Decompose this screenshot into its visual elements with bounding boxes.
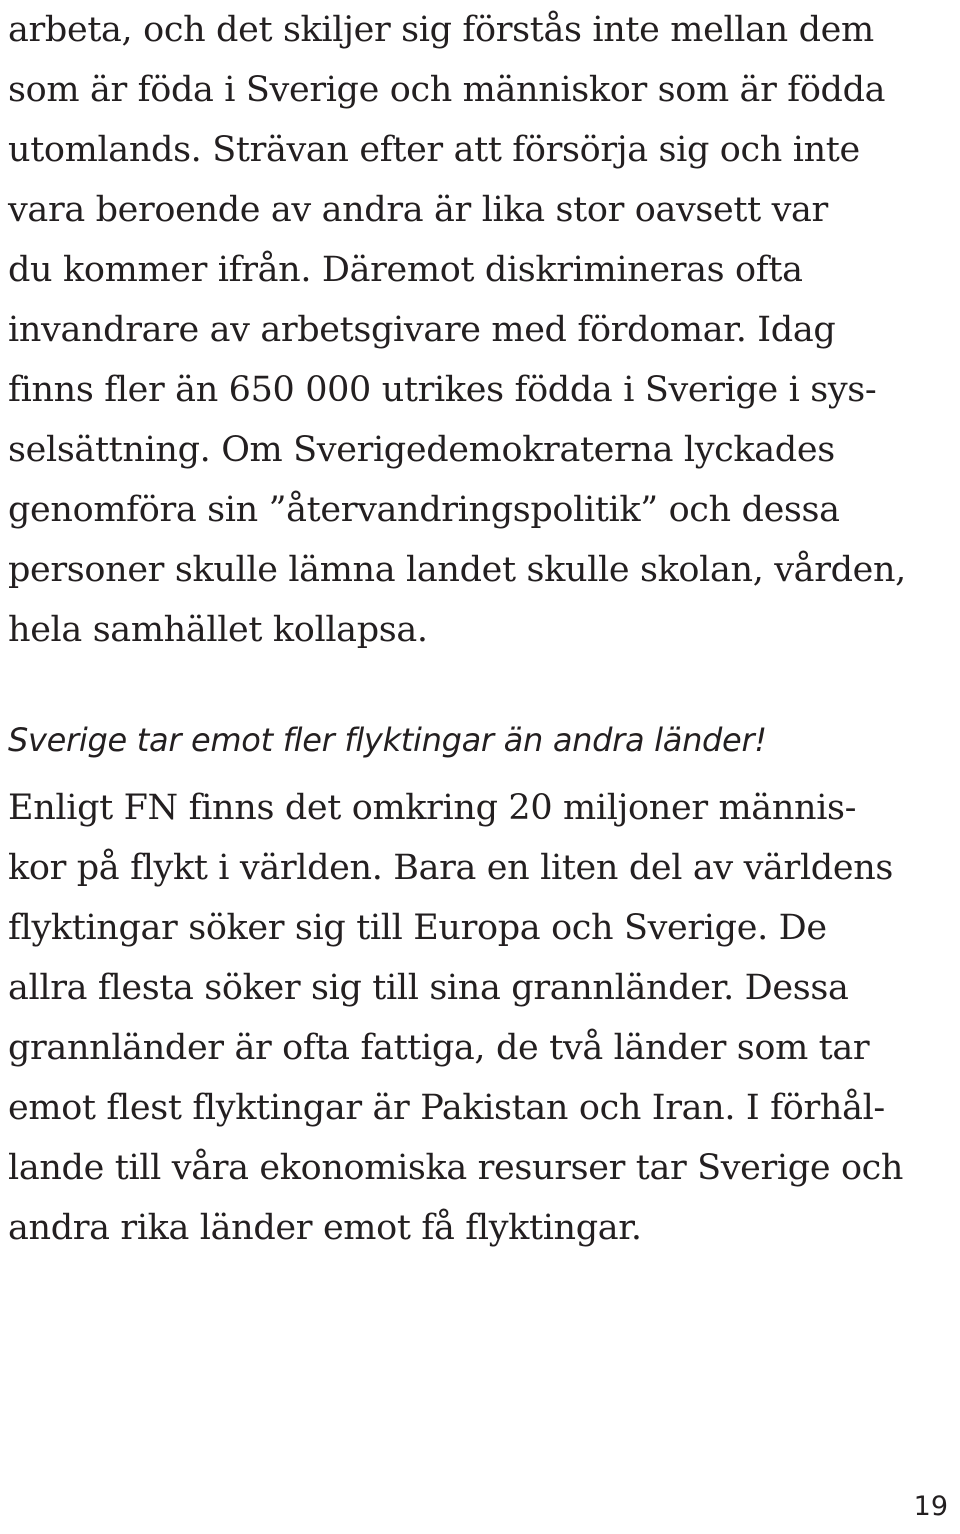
paragraph-line: flyktingar söker sig till Europa och Sverige. De: [8, 908, 827, 948]
paragraph-line: personer skulle lämna landet skulle skolan, vården,: [8, 550, 906, 590]
section-subheading: Sverige tar emot fler flyktingar än andra länder!: [8, 721, 767, 759]
body-paragraph: [8, 0, 906, 660]
paragraph-line: arbeta, och det skiljer sig förstås inte mellan dem: [8, 10, 874, 50]
paragraph-line: andra rika länder emot få flyktingar.: [8, 1208, 642, 1248]
paragraph-line: hela samhället kollapsa.: [8, 610, 428, 650]
paragraph-line: kor på flykt i världen. Bara en liten del av världens: [8, 848, 894, 888]
paragraph-line: grannländer är ofta fattiga, de två länder som tar: [8, 1028, 870, 1068]
paragraph-line: som är föda i Sverige och människor som är födda: [8, 70, 886, 110]
paragraph-line: lande till våra ekonomiska resurser tar Sverige och: [8, 1148, 904, 1188]
paragraph-line: invandrare av arbetsgivare med fördomar. Idag: [8, 310, 836, 350]
paragraph-line: genomföra sin ”återvandringspolitik” och dessa: [8, 490, 840, 530]
paragraph-line: utomlands. Strävan efter att försörja sig och inte: [8, 130, 860, 170]
paragraph-line: selsättning. Om Sverigedemokraterna lyckades: [8, 430, 835, 470]
body-paragraph: [8, 778, 903, 1258]
page-number: 19: [913, 1491, 948, 1522]
paragraph-line: vara beroende av andra är lika stor oavsett var: [8, 190, 828, 230]
paragraph-line: emot flest flyktingar är Pakistan och Iran. I förhål-: [8, 1088, 885, 1128]
paragraph-line: allra flesta söker sig till sina grannländer. Dessa: [8, 968, 849, 1008]
paragraph-line: du kommer ifrån. Däremot diskrimineras ofta: [8, 250, 803, 290]
paragraph-line: finns fler än 650 000 utrikes födda i Sverige i sys-: [8, 370, 877, 410]
paragraph-line: Enligt FN finns det omkring 20 miljoner männis-: [8, 788, 857, 828]
